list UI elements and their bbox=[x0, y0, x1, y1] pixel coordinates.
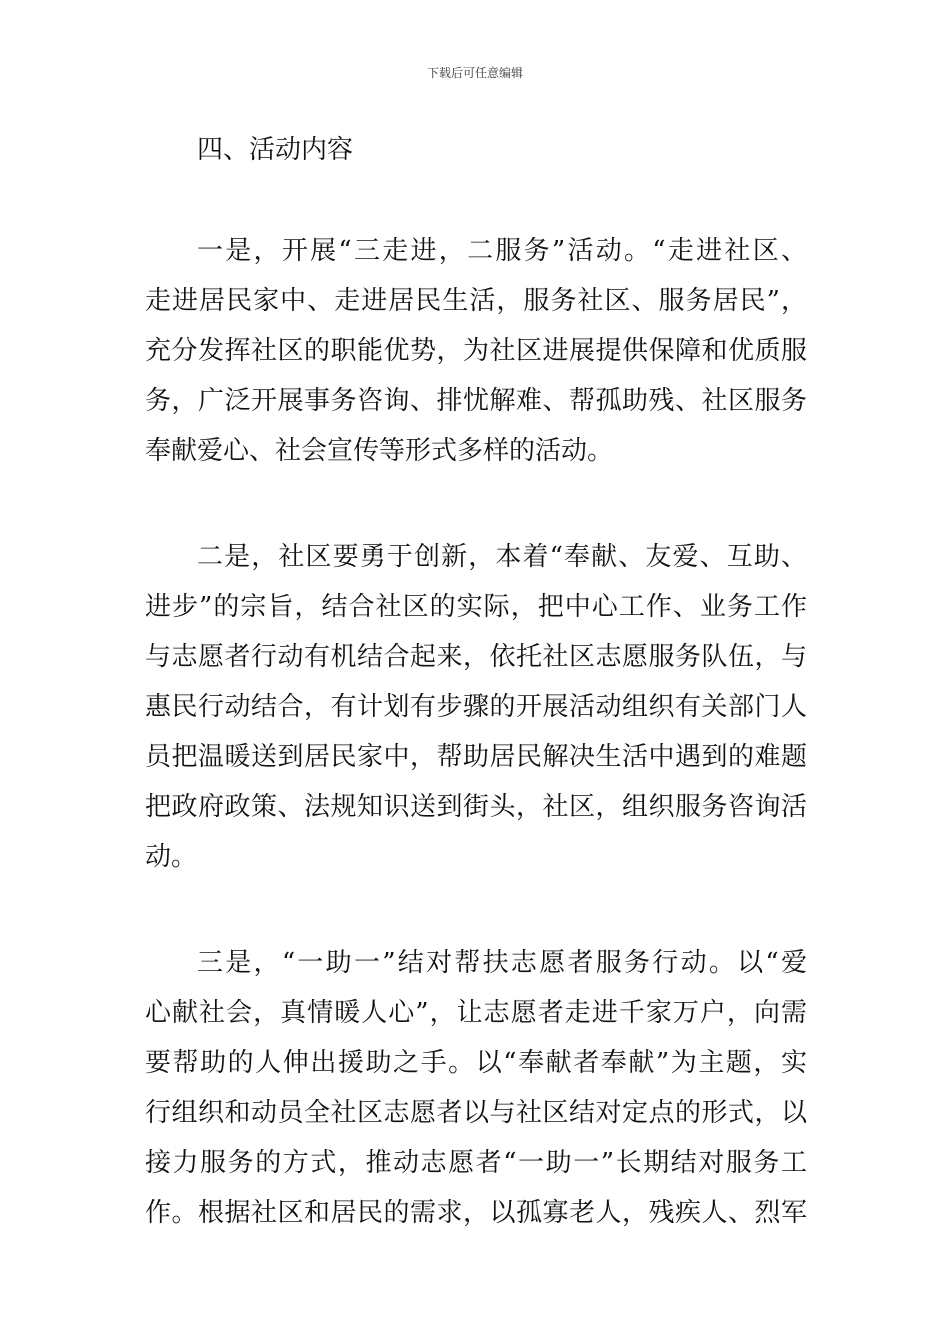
paragraph-line: 动。 bbox=[145, 842, 198, 872]
paragraph-line: 员把温暖送到居民家中，帮助居民解决生活中遇到的难题 bbox=[145, 742, 807, 772]
paragraph-line: 与志愿者行动有机结合起来，依托社区志愿服务队伍，与 bbox=[145, 642, 807, 672]
paragraph-line: 二是，社区要勇于创新，本着“奉献、友爱、互助、 bbox=[197, 542, 807, 572]
paragraph-line: 走进居民家中、走进居民生活，服务社区、服务居民”， bbox=[145, 286, 807, 316]
document-body bbox=[145, 128, 807, 1294]
paragraph-line: 接力服务的方式，推动志愿者“一助一”长期结对服务工 bbox=[145, 1148, 807, 1178]
section-heading: 四、活动内容 bbox=[197, 135, 354, 165]
paragraph-3 bbox=[145, 938, 807, 1238]
paragraph-line: 心献社会，真情暖人心”，让志愿者走进千家万户，向需 bbox=[145, 998, 807, 1028]
paragraph-line: 要帮助的人伸出援助之手。以“奉献者奉献”为主题，实 bbox=[145, 1048, 807, 1078]
paragraph-line: 作。根据社区和居民的需求，以孤寡老人，残疾人、烈军 bbox=[145, 1198, 807, 1228]
page-header: 下载后可任意编辑 bbox=[426, 66, 523, 80]
paragraph-line: 充分发挥社区的职能优势，为社区进展提供保障和优质服 bbox=[145, 336, 807, 366]
paragraph-line: 一是，开展“三走进，二服务”活动。“走进社区、 bbox=[197, 236, 807, 266]
paragraph-line: 务，广泛开展事务咨询、排忧解难、帮孤助残、社区服务 bbox=[145, 386, 807, 416]
paragraph-line: 三是，“一助一”结对帮扶志愿者服务行动。以“爱 bbox=[197, 948, 807, 978]
paragraph-1 bbox=[145, 226, 807, 476]
paragraph-line: 行组织和动员全社区志愿者以与社区结对定点的形式，以 bbox=[145, 1098, 807, 1128]
paragraph-line: 奉献爱心、社会宣传等形式多样的活动。 bbox=[145, 436, 614, 466]
paragraph-line: 把政府政策、法规知识送到街头，社区，组织服务咨询活 bbox=[145, 792, 807, 822]
paragraph-2 bbox=[145, 532, 807, 882]
paragraph-line: 进步”的宗旨，结合社区的实际，把中心工作、业务工作 bbox=[145, 592, 807, 622]
paragraph-line: 惠民行动结合，有计划有步骤的开展活动组织有关部门人 bbox=[145, 692, 807, 722]
